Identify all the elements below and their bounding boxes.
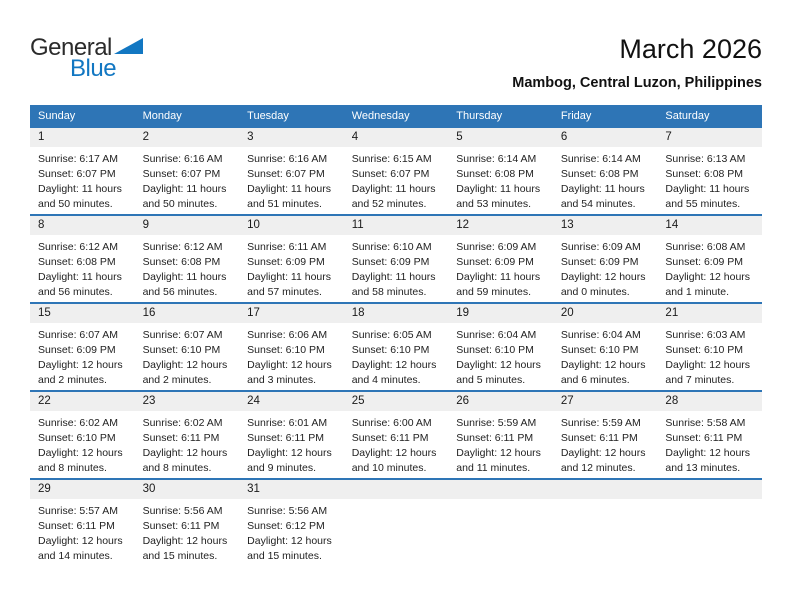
day-number bbox=[553, 480, 658, 499]
sunrise-text: Sunrise: 6:07 AM bbox=[38, 329, 118, 341]
sunrise-text: Sunrise: 5:59 AM bbox=[456, 417, 537, 429]
calendar-empty-cell bbox=[553, 480, 658, 566]
sunset-text: Sunset: 6:09 PM bbox=[247, 256, 325, 268]
calendar-day-cell bbox=[553, 128, 658, 214]
week-row bbox=[30, 302, 762, 390]
sunrise-text: Sunrise: 6:04 AM bbox=[560, 329, 641, 341]
calendar-day-cell bbox=[448, 304, 553, 390]
calendar-table bbox=[30, 105, 762, 566]
day-number: 27 bbox=[553, 392, 658, 411]
general-blue-logo bbox=[30, 36, 144, 81]
day-number: 25 bbox=[344, 392, 449, 411]
day-info bbox=[553, 235, 658, 300]
calendar-day-cell bbox=[657, 392, 762, 478]
month-title: March 2026 bbox=[619, 34, 762, 64]
day-info bbox=[135, 499, 240, 564]
sunset-text: Sunset: 6:08 PM bbox=[38, 256, 116, 268]
calendar-day-cell bbox=[448, 392, 553, 478]
day-info bbox=[553, 323, 658, 388]
sunrise-text: Sunrise: 6:14 AM bbox=[456, 153, 537, 165]
daylight-text: Daylight: 11 hours and 57 minutes. bbox=[247, 271, 331, 298]
day-info bbox=[239, 147, 344, 212]
blue-triangle-icon bbox=[114, 37, 144, 59]
calendar-day-cell bbox=[448, 216, 553, 302]
day-info bbox=[30, 147, 135, 212]
day-number: 6 bbox=[553, 128, 658, 147]
calendar-day-cell bbox=[657, 216, 762, 302]
daylight-text: Daylight: 12 hours and 2 minutes. bbox=[142, 359, 228, 386]
day-number: 18 bbox=[344, 304, 449, 323]
day-number: 17 bbox=[239, 304, 344, 323]
sunset-text: Sunset: 6:11 PM bbox=[456, 432, 534, 444]
sunrise-text: Sunrise: 6:17 AM bbox=[38, 153, 118, 165]
day-info bbox=[553, 147, 658, 212]
calendar-day-cell bbox=[239, 304, 344, 390]
day-number: 28 bbox=[657, 392, 762, 411]
day-number: 31 bbox=[239, 480, 344, 499]
weekday-header-saturday: Saturday bbox=[665, 109, 710, 122]
day-number: 5 bbox=[448, 128, 553, 147]
sunrise-text: Sunrise: 6:12 AM bbox=[38, 241, 118, 253]
day-number: 9 bbox=[135, 216, 240, 235]
day-info bbox=[135, 235, 240, 300]
sunrise-text: Sunrise: 6:12 AM bbox=[142, 241, 223, 253]
sunset-text: Sunset: 6:11 PM bbox=[665, 432, 743, 444]
sunrise-text: Sunrise: 6:07 AM bbox=[142, 329, 223, 341]
daylight-text: Daylight: 12 hours and 2 minutes. bbox=[38, 359, 123, 386]
day-info bbox=[344, 323, 449, 388]
daylight-text: Daylight: 11 hours and 50 minutes. bbox=[38, 183, 122, 210]
weekday-header-row bbox=[30, 105, 762, 126]
day-number bbox=[344, 480, 449, 499]
calendar-day-cell bbox=[344, 304, 449, 390]
calendar-day-cell bbox=[448, 128, 553, 214]
day-number bbox=[448, 480, 553, 499]
sunrise-text: Sunrise: 6:01 AM bbox=[247, 417, 328, 429]
sunrise-text: Sunrise: 6:06 AM bbox=[247, 329, 328, 341]
day-number: 29 bbox=[30, 480, 135, 499]
daylight-text: Daylight: 12 hours and 11 minutes. bbox=[456, 447, 541, 474]
daylight-text: Daylight: 11 hours and 56 minutes. bbox=[38, 271, 122, 298]
day-info bbox=[239, 323, 344, 388]
sunset-text: Sunset: 6:12 PM bbox=[247, 520, 325, 532]
day-info bbox=[344, 235, 449, 300]
sunset-text: Sunset: 6:07 PM bbox=[38, 168, 116, 180]
sunrise-text: Sunrise: 6:08 AM bbox=[665, 241, 746, 253]
day-info bbox=[344, 147, 449, 212]
day-info bbox=[30, 323, 135, 388]
daylight-text: Daylight: 12 hours and 15 minutes. bbox=[247, 535, 332, 562]
sunrise-text: Sunrise: 5:57 AM bbox=[38, 505, 118, 517]
sunset-text: Sunset: 6:09 PM bbox=[38, 344, 116, 356]
daylight-text: Daylight: 12 hours and 5 minutes. bbox=[456, 359, 541, 386]
title-block bbox=[512, 34, 762, 91]
calendar-empty-cell bbox=[448, 480, 553, 566]
calendar-day-cell bbox=[239, 480, 344, 566]
day-number: 7 bbox=[657, 128, 762, 147]
calendar-weeks bbox=[30, 126, 762, 566]
sunset-text: Sunset: 6:10 PM bbox=[142, 344, 221, 356]
day-info bbox=[30, 499, 135, 564]
sunset-text: Sunset: 6:10 PM bbox=[38, 432, 116, 444]
sunset-text: Sunset: 6:07 PM bbox=[247, 168, 325, 180]
day-number: 8 bbox=[30, 216, 135, 235]
daylight-text: Daylight: 12 hours and 12 minutes. bbox=[560, 447, 646, 474]
calendar-day-cell bbox=[135, 128, 240, 214]
day-info bbox=[239, 411, 344, 476]
calendar-day-cell bbox=[239, 392, 344, 478]
day-info bbox=[657, 323, 762, 388]
day-info bbox=[135, 411, 240, 476]
daylight-text: Daylight: 12 hours and 13 minutes. bbox=[665, 447, 751, 474]
day-info bbox=[344, 411, 449, 476]
daylight-text: Daylight: 11 hours and 51 minutes. bbox=[247, 183, 331, 210]
day-info bbox=[657, 235, 762, 300]
daylight-text: Daylight: 12 hours and 0 minutes. bbox=[560, 271, 646, 298]
day-info bbox=[448, 323, 553, 388]
day-number: 22 bbox=[30, 392, 135, 411]
day-info bbox=[448, 235, 553, 300]
calendar-day-cell bbox=[657, 128, 762, 214]
sunrise-text: Sunrise: 6:14 AM bbox=[560, 153, 641, 165]
week-row bbox=[30, 478, 762, 566]
day-number: 2 bbox=[135, 128, 240, 147]
weekday-header-monday: Monday bbox=[142, 109, 182, 122]
weekday-header-friday: Friday bbox=[560, 109, 592, 122]
daylight-text: Daylight: 12 hours and 10 minutes. bbox=[351, 447, 437, 474]
day-number: 16 bbox=[135, 304, 240, 323]
daylight-text: Daylight: 12 hours and 9 minutes. bbox=[247, 447, 332, 474]
weekday-header-thursday: Thursday bbox=[456, 109, 503, 122]
sunrise-text: Sunrise: 6:15 AM bbox=[351, 153, 432, 165]
daylight-text: Daylight: 12 hours and 15 minutes. bbox=[142, 535, 228, 562]
daylight-text: Daylight: 12 hours and 14 minutes. bbox=[38, 535, 123, 562]
daylight-text: Daylight: 11 hours and 59 minutes. bbox=[456, 271, 541, 298]
day-info bbox=[239, 235, 344, 300]
day-number: 30 bbox=[135, 480, 240, 499]
day-number: 12 bbox=[448, 216, 553, 235]
daylight-text: Daylight: 11 hours and 58 minutes. bbox=[351, 271, 436, 298]
day-info bbox=[239, 499, 344, 564]
calendar-day-cell bbox=[553, 304, 658, 390]
sunset-text: Sunset: 6:11 PM bbox=[351, 432, 429, 444]
daylight-text: Daylight: 11 hours and 50 minutes. bbox=[142, 183, 227, 210]
day-info bbox=[657, 411, 762, 476]
calendar-day-cell bbox=[135, 392, 240, 478]
day-number: 13 bbox=[553, 216, 658, 235]
logo-text-blue: Blue bbox=[70, 55, 117, 82]
day-number: 26 bbox=[448, 392, 553, 411]
sunrise-text: Sunrise: 5:59 AM bbox=[560, 417, 641, 429]
sunset-text: Sunset: 6:08 PM bbox=[560, 168, 639, 180]
calendar-day-cell bbox=[30, 392, 135, 478]
calendar-day-cell bbox=[135, 216, 240, 302]
sunrise-text: Sunrise: 5:56 AM bbox=[247, 505, 328, 517]
sunrise-text: Sunrise: 6:00 AM bbox=[351, 417, 432, 429]
sunset-text: Sunset: 6:11 PM bbox=[247, 432, 324, 444]
calendar-empty-cell bbox=[657, 480, 762, 566]
day-info bbox=[448, 147, 553, 212]
sunrise-text: Sunrise: 6:11 AM bbox=[247, 241, 327, 253]
day-info bbox=[135, 323, 240, 388]
daylight-text: Daylight: 11 hours and 54 minutes. bbox=[560, 183, 645, 210]
sunset-text: Sunset: 6:11 PM bbox=[38, 520, 115, 532]
sunset-text: Sunset: 6:08 PM bbox=[456, 168, 534, 180]
day-number: 11 bbox=[344, 216, 449, 235]
week-row bbox=[30, 214, 762, 302]
sunrise-text: Sunrise: 6:03 AM bbox=[665, 329, 746, 341]
daylight-text: Daylight: 12 hours and 1 minute. bbox=[665, 271, 751, 298]
day-info bbox=[135, 147, 240, 212]
calendar-day-cell bbox=[553, 216, 658, 302]
calendar-day-cell bbox=[344, 128, 449, 214]
day-info bbox=[448, 411, 553, 476]
day-number: 3 bbox=[239, 128, 344, 147]
weekday-header-tuesday: Tuesday bbox=[247, 109, 289, 122]
sunrise-text: Sunrise: 6:09 AM bbox=[456, 241, 537, 253]
daylight-text: Daylight: 11 hours and 55 minutes. bbox=[665, 183, 750, 210]
day-info bbox=[30, 235, 135, 300]
daylight-text: Daylight: 12 hours and 7 minutes. bbox=[665, 359, 751, 386]
sunset-text: Sunset: 6:07 PM bbox=[351, 168, 430, 180]
daylight-text: Daylight: 11 hours and 52 minutes. bbox=[351, 183, 436, 210]
day-info bbox=[657, 147, 762, 212]
sunset-text: Sunset: 6:09 PM bbox=[351, 256, 430, 268]
sunset-text: Sunset: 6:11 PM bbox=[560, 432, 638, 444]
day-number bbox=[657, 480, 762, 499]
sunrise-text: Sunrise: 6:02 AM bbox=[142, 417, 223, 429]
calendar-day-cell bbox=[239, 216, 344, 302]
sunset-text: Sunset: 6:10 PM bbox=[351, 344, 430, 356]
calendar-day-cell bbox=[344, 216, 449, 302]
weekday-header-sunday: Sunday bbox=[38, 109, 76, 122]
logo-text-general: General bbox=[30, 34, 112, 61]
calendar-day-cell bbox=[553, 392, 658, 478]
day-number: 21 bbox=[657, 304, 762, 323]
week-row bbox=[30, 126, 762, 214]
calendar-day-cell bbox=[30, 216, 135, 302]
sunset-text: Sunset: 6:10 PM bbox=[456, 344, 534, 356]
sunset-text: Sunset: 6:10 PM bbox=[665, 344, 744, 356]
sunset-text: Sunset: 6:09 PM bbox=[665, 256, 744, 268]
day-number: 23 bbox=[135, 392, 240, 411]
day-number: 20 bbox=[553, 304, 658, 323]
daylight-text: Daylight: 12 hours and 8 minutes. bbox=[142, 447, 228, 474]
calendar-day-cell bbox=[344, 392, 449, 478]
sunset-text: Sunset: 6:10 PM bbox=[560, 344, 639, 356]
day-number: 19 bbox=[448, 304, 553, 323]
day-number: 1 bbox=[30, 128, 135, 147]
sunrise-text: Sunrise: 6:02 AM bbox=[38, 417, 118, 429]
sunrise-text: Sunrise: 6:09 AM bbox=[560, 241, 641, 253]
sunset-text: Sunset: 6:11 PM bbox=[142, 432, 220, 444]
day-number: 10 bbox=[239, 216, 344, 235]
daylight-text: Daylight: 12 hours and 4 minutes. bbox=[351, 359, 437, 386]
daylight-text: Daylight: 11 hours and 53 minutes. bbox=[456, 183, 541, 210]
daylight-text: Daylight: 12 hours and 8 minutes. bbox=[38, 447, 123, 474]
sunrise-text: Sunrise: 6:10 AM bbox=[351, 241, 432, 253]
day-number: 4 bbox=[344, 128, 449, 147]
sunset-text: Sunset: 6:08 PM bbox=[142, 256, 221, 268]
sunrise-text: Sunrise: 5:56 AM bbox=[142, 505, 223, 517]
week-row bbox=[30, 390, 762, 478]
calendar-empty-cell bbox=[344, 480, 449, 566]
sunrise-text: Sunrise: 6:16 AM bbox=[142, 153, 223, 165]
sunrise-text: Sunrise: 6:05 AM bbox=[351, 329, 432, 341]
day-info bbox=[30, 411, 135, 476]
calendar-day-cell bbox=[657, 304, 762, 390]
sunset-text: Sunset: 6:09 PM bbox=[456, 256, 534, 268]
calendar-day-cell bbox=[135, 304, 240, 390]
sunrise-text: Sunrise: 5:58 AM bbox=[665, 417, 746, 429]
day-info bbox=[553, 411, 658, 476]
daylight-text: Daylight: 11 hours and 56 minutes. bbox=[142, 271, 227, 298]
sunset-text: Sunset: 6:10 PM bbox=[247, 344, 325, 356]
weekday-header-wednesday: Wednesday bbox=[351, 109, 410, 122]
sunrise-text: Sunrise: 6:13 AM bbox=[665, 153, 746, 165]
calendar-day-cell bbox=[135, 480, 240, 566]
calendar-day-cell bbox=[239, 128, 344, 214]
sunset-text: Sunset: 6:11 PM bbox=[142, 520, 220, 532]
calendar-day-cell bbox=[30, 304, 135, 390]
sunset-text: Sunset: 6:09 PM bbox=[560, 256, 639, 268]
calendar-day-cell bbox=[30, 480, 135, 566]
sunrise-text: Sunrise: 6:16 AM bbox=[247, 153, 328, 165]
day-number: 15 bbox=[30, 304, 135, 323]
daylight-text: Daylight: 12 hours and 3 minutes. bbox=[247, 359, 332, 386]
daylight-text: Daylight: 12 hours and 6 minutes. bbox=[560, 359, 646, 386]
sunset-text: Sunset: 6:08 PM bbox=[665, 168, 744, 180]
sunset-text: Sunset: 6:07 PM bbox=[142, 168, 221, 180]
calendar-day-cell bbox=[30, 128, 135, 214]
day-number: 14 bbox=[657, 216, 762, 235]
sunrise-text: Sunrise: 6:04 AM bbox=[456, 329, 537, 341]
location-subtitle: Mambog, Central Luzon, Philippines bbox=[512, 75, 762, 91]
day-number: 24 bbox=[239, 392, 344, 411]
